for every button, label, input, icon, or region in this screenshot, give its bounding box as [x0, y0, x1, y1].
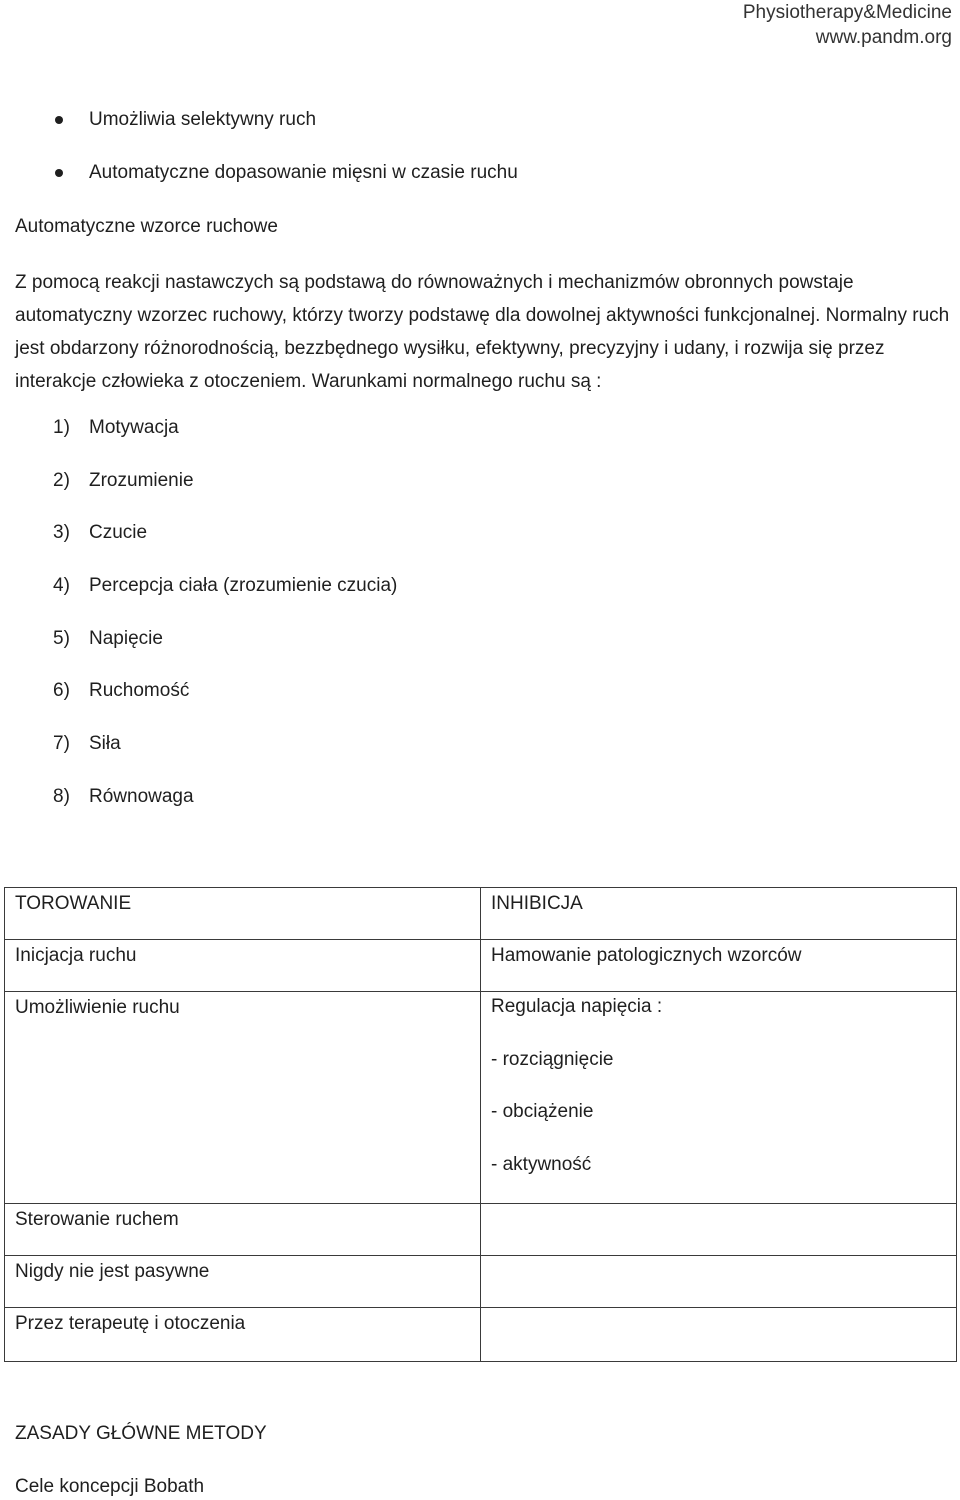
table-cell: Przez terapeutę i otoczenia [5, 1308, 481, 1362]
section-heading-goals: Cele koncepcji Bobath [15, 1476, 205, 1497]
table-cell: Nigdy nie jest pasywne [5, 1256, 481, 1308]
regulation-line: - obciążenie [491, 1101, 594, 1123]
list-number: 1) [53, 417, 70, 438]
bullet-icon [55, 169, 63, 177]
regulation-line: Regulacja napięcia : [491, 996, 663, 1017]
list-number: 6) [53, 680, 70, 702]
section-heading-principles: ZASADY GŁÓWNE METODY [15, 1423, 267, 1444]
bullet-text: Umożliwia selektywny ruch [89, 109, 317, 130]
list-number: 5) [53, 627, 70, 649]
table-row [5, 1204, 957, 1256]
conditions-list [0, 415, 960, 837]
table-cell [481, 1308, 957, 1362]
regulation-line: - rozciągnięcie [491, 1048, 614, 1070]
table-cell: Umożliwienie ruchu [5, 992, 481, 1204]
list-text: Percepcja ciała (zrozumienie czucia) [89, 575, 398, 597]
table-row [5, 1256, 957, 1308]
bullet-text: Automatyczne dopasowanie mięsni w czasie ruchu [89, 162, 518, 183]
list-text: Siła [89, 733, 121, 755]
bullet-icon [55, 116, 63, 124]
table-row [5, 1308, 957, 1362]
list-text: Ruchomość [89, 680, 190, 702]
table-cell: Inicjacja ruchu [5, 940, 481, 992]
table-cell-regulation [481, 992, 957, 1204]
section-heading: Automatyczne wzorce ruchowe [15, 216, 278, 237]
list-item [0, 678, 960, 731]
list-number: 7) [53, 733, 70, 755]
list-number: 2) [53, 469, 70, 491]
list-number: 3) [53, 522, 70, 544]
table-header-torowanie: TOROWANIE [5, 888, 481, 940]
list-item [0, 731, 960, 784]
table-cell: Sterowanie ruchem [5, 1204, 481, 1256]
table-header-inhibicja: INHIBICJA [481, 888, 957, 940]
table-cell: Hamowanie patologicznych wzorców [481, 940, 957, 992]
list-text: Napięcie [89, 627, 163, 649]
table-row [5, 992, 957, 1204]
bullet-list [0, 107, 960, 213]
table-cell [481, 1204, 957, 1256]
list-item [0, 626, 960, 679]
body-paragraph: Z pomocą reakcji nastawczych są podstawą do równoważnych i mechanizmów obronnych powstaje automatyczny wzorzec ruchowy, którzy tworzy podstawę dla dowolnej aktywności funkcjonalnej. Normalny ruch jest obdarzony różnorodnością, bezzbędnego wysiłku, efektywny, precyzyjny i udany, i rozwija się przez interakcje człowieka z otoczeniem. Warunkami normalnego ruchu są : [15, 272, 950, 392]
list-item [0, 468, 960, 521]
list-text: Czucie [89, 522, 148, 544]
site-url: www.pandm.org [815, 27, 952, 48]
table-header-row [5, 888, 957, 940]
list-item [0, 784, 960, 837]
list-item [0, 160, 960, 213]
table-cell [481, 1256, 957, 1308]
site-name: Physiotherapy&Medicine [742, 2, 952, 23]
list-number: 4) [53, 575, 70, 597]
list-item [0, 520, 960, 573]
page-header [743, 0, 952, 50]
list-item [0, 573, 960, 626]
list-item [0, 107, 960, 160]
methods-table [4, 887, 957, 1362]
list-text: Motywacja [89, 417, 179, 438]
list-number: 8) [53, 785, 70, 807]
list-text: Równowaga [89, 785, 194, 807]
list-item [0, 415, 960, 468]
table-row [5, 940, 957, 992]
list-text: Zrozumienie [89, 469, 194, 491]
regulation-line: - aktywność [491, 1154, 592, 1176]
